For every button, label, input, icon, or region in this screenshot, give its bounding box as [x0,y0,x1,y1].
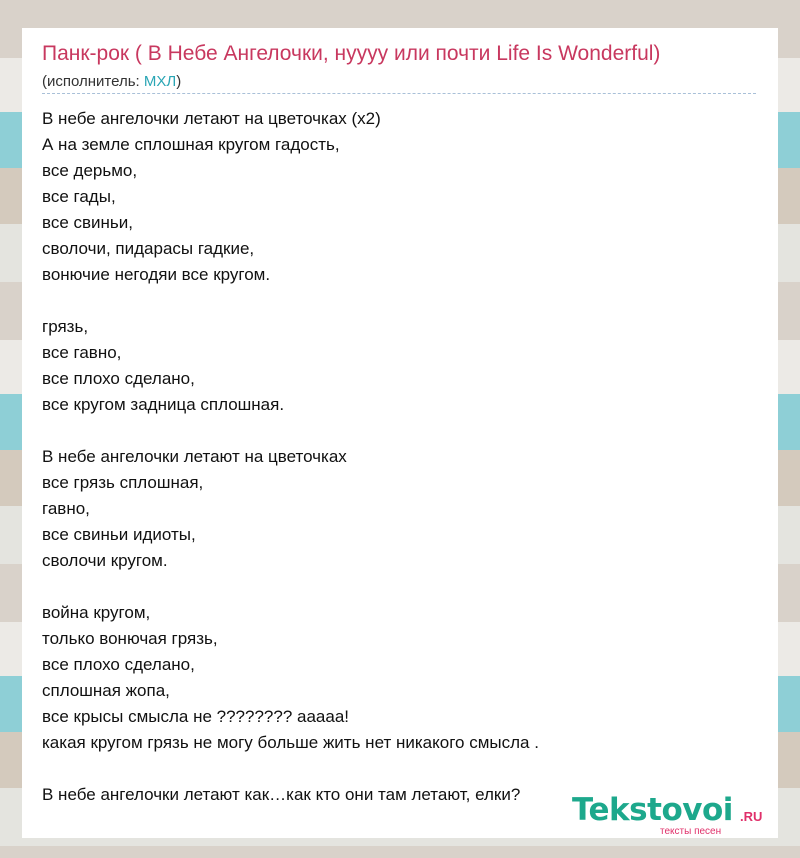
lyric-line: все дерьмо, [42,161,138,180]
lyric-line: грязь, [42,317,89,336]
lyric-line: сволочи, пидарасы гадкие, [42,239,255,258]
stanza-3 [42,444,762,574]
divider [42,93,756,94]
lyric-line: В небе ангелочки летают на цветочках (x2) [42,109,381,128]
lyrics-body [42,106,762,834]
lyric-line: вонючие негодяи все кругом. [42,265,271,284]
logo-tld: .RU [740,809,763,824]
lyric-line: все кругом задница сплошная. [42,395,285,414]
stanza-1 [42,106,762,288]
lyric-line: все грязь сплошная, [42,473,204,492]
lyric-line: В небе ангелочки летают на цветочках [42,447,347,466]
artist-suffix: ) [176,73,182,90]
lyric-line: А на земле сплошная кругом гадость, [42,135,340,154]
stanza-4 [42,600,762,756]
logo-brand: Tekstovoi [572,792,733,828]
lyric-line: все плохо сделано, [42,369,195,388]
lyric-line: сплошная жопа, [42,681,170,700]
lyric-line: сволочи кругом. [42,551,168,570]
lyric-line: все крысы смысла не ???????? ааааа! [42,707,349,726]
lyrics-card [22,28,778,838]
song-title: Панк-рок ( В Небе Ангелочки, нуууу или почти Life Is Wonderful) [42,42,661,65]
lyric-line: все свиньи идиоты, [42,525,196,544]
lyric-line: гавно, [42,499,90,518]
lyric-line: война кругом, [42,603,151,622]
lyric-line: все свиньи, [42,213,134,232]
lyric-line: все гавно, [42,343,122,362]
site-logo[interactable] [570,792,775,836]
lyric-line: все гады, [42,187,116,206]
lyric-line: только вонючая грязь, [42,629,218,648]
artist-link[interactable]: МХЛ [143,73,177,90]
logo-tagline: тексты песен [660,826,722,837]
artist-line [42,73,181,90]
lyric-line: В небе ангелочки летают как…как кто они там летают, елки? [42,785,521,804]
stanza-2 [42,314,762,418]
lyric-line: все плохо сделано, [42,655,195,674]
lyric-line: какая кругом грязь не могу больше жить нет никакого смысла . [42,733,539,752]
artist-prefix: (исполнитель: [42,73,144,90]
